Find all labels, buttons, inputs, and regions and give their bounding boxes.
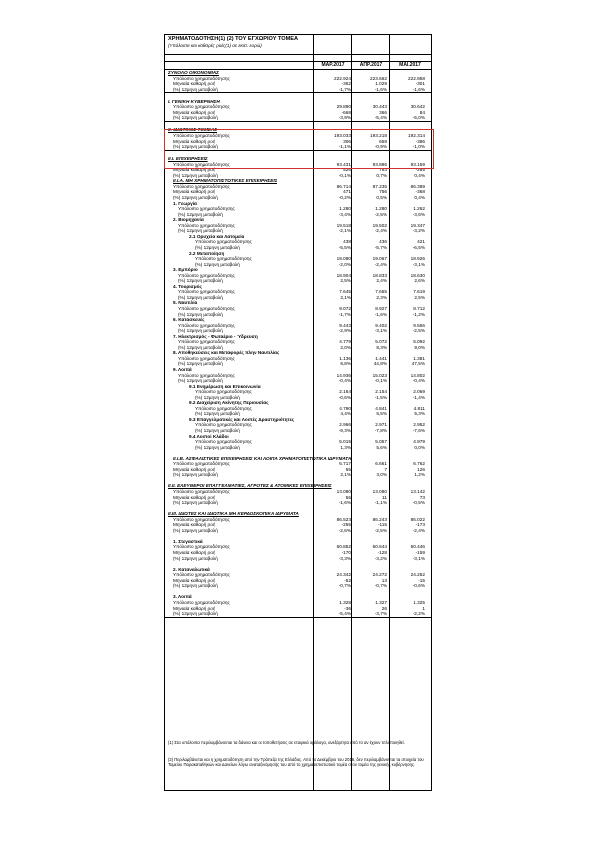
footnote-1: (1) Στα υπόλοιπα περιλαμβάνονται τα δάνεια και οι τοποθετήσεις σε εταιρικά ομόλογα, ανεξάρτητα από το αν έχουν τιτλοποιηθεί. (168, 740, 405, 745)
row-label: II.III. ΙΔΙΩΤΕΣ ΚΑΙ ΙΔΙΩΤΙΚΑ ΜΗ ΚΕΡΔΟΣΚΟΠΙΚΑ ΙΔΡΥΜΑΤΑ (168, 511, 299, 517)
row-label: Υπόλοιπο χρηματοδότησης (178, 355, 235, 361)
cell-value: 5.057 (375, 439, 387, 445)
table-row (165, 611, 431, 618)
cell-value: -5,4% (338, 611, 351, 617)
cell-value: 4.811 (413, 405, 425, 411)
cell-value: -3,7% (374, 611, 387, 617)
cell-value: 223.662 (370, 75, 387, 81)
cell-value: -0,7% (374, 583, 387, 589)
cell-value: -2,4% (374, 228, 387, 234)
cell-value: 13.080 (372, 489, 387, 495)
cell-value: 13.080 (336, 489, 351, 495)
row-label: Υπόλοιπο χρηματοδότησης (195, 256, 252, 262)
cell-value: 93.431 (336, 161, 351, 167)
row-label: I. ΓΕΝΙΚΗ ΚΥΒΕΡΝΗΣΗ (168, 98, 220, 104)
cell-value: 4.979 (413, 439, 425, 445)
cell-value: 2,5% (340, 278, 351, 284)
cell-value: 86.523 (336, 516, 351, 522)
row-label: Υπόλοιπο χρηματοδότησης (173, 133, 230, 139)
cell-value: -52 (344, 577, 351, 583)
cell-value: -2,4% (412, 527, 425, 533)
row-label: Υπόλοιπο χρηματοδότησης (173, 516, 230, 522)
cell-value: -1,5% (374, 394, 387, 400)
cell-value: 86.714 (336, 183, 351, 189)
cell-value: 306 (343, 138, 351, 144)
cell-value: 4.790 (339, 405, 351, 411)
cell-value: -301 (415, 81, 425, 87)
row-label: (%) 12μηνη μεταβολή (195, 411, 240, 417)
cell-value: 438 (343, 239, 351, 245)
cell-value: -9,3% (338, 428, 351, 433)
cell-value: 1.381 (413, 355, 425, 361)
row-label: Υπόλοιπο χρηματοδότησης (173, 104, 230, 110)
cell-value: 5.015 (339, 439, 351, 445)
cell-value: -3,9% (338, 115, 351, 121)
cell-value: 9.556 (413, 322, 425, 328)
cell-value: -1,4% (412, 394, 425, 400)
cell-value: 19.347 (410, 222, 425, 228)
cell-value: -1,2% (412, 311, 425, 317)
cell-value: -0,7% (338, 583, 351, 589)
cell-value: 24.272 (372, 572, 387, 578)
cell-value: -2,1% (338, 228, 351, 234)
row-label: Υπόλοιπο χρηματοδότησης (195, 239, 252, 245)
cell-value: 5,3% (414, 411, 425, 417)
row-label: (%) 12μηνη μεταβολή (173, 583, 218, 589)
row-label: 4. Τουρισμός (173, 283, 202, 289)
cell-value: 2,4% (376, 278, 387, 284)
row-label: Μηνιαία καθαρή ροή (173, 189, 216, 195)
row-label: Υπόλοιπο χρηματοδότησης (178, 339, 235, 345)
cell-value: 6.762 (413, 461, 425, 467)
cell-value: 55 (345, 466, 351, 472)
cell-value: 2,6% (414, 278, 425, 284)
table-body (165, 70, 431, 618)
row-label: (%) 12μηνη μεταβολή (173, 611, 218, 617)
row-label: ΣΥΝΟΛΟ ΟΙΚΟΝΟΜΙΑΣ (168, 70, 219, 75)
row-label: (%) 12μηνη μεταβολή (173, 527, 218, 533)
cell-value: 1.029 (375, 81, 387, 87)
row-label: (%) 12μηνη μεταβολή (178, 211, 223, 217)
row-label: 1. Γεωργία (173, 200, 197, 206)
cell-value: -2,4% (374, 261, 387, 267)
cell-value: 0,0% (414, 444, 425, 450)
cell-value: -3,2% (412, 228, 425, 234)
cell-value: -2,5% (412, 328, 425, 334)
cell-value: -0,1% (338, 172, 351, 178)
row-label: 9.3 Επαγγελματικές και Λοιπές Δραστηριότητες (189, 416, 295, 422)
cell-value: -3,2% (374, 555, 387, 561)
cell-value: -285 (415, 167, 425, 173)
cell-value: -1,6% (338, 500, 351, 506)
cell-value: 24.342 (336, 572, 351, 578)
row-label: (%) 12μηνη μεταβολή (173, 115, 218, 121)
cell-value: 30.443 (372, 104, 387, 110)
table-title: ΧΡΗΜΑΤΟΔΟΤΗΣΗ(1) (2) ΤΟΥ ΕΓΧΩΡΙΟΥ ΤΟΜΕΑ (168, 36, 299, 42)
cell-value: 19.518 (336, 222, 351, 228)
row-label: (%) 12μηνη μεταβολή (173, 195, 218, 201)
row-label: 1. Στεγαστικά (173, 538, 203, 544)
row-label: 2. Καταναλωτικά (173, 566, 210, 572)
cell-value: -3,6% (412, 211, 425, 217)
cell-value: 60.852 (336, 544, 351, 550)
cell-value: -0,5% (412, 500, 425, 506)
row-label: Υπόλοιπο χρηματοδότησης (173, 161, 230, 167)
cell-value: 2.164 (339, 389, 351, 395)
cell-value: -6,5% (412, 244, 425, 250)
row-label: (%) 12μηνη μεταβολή (178, 344, 223, 350)
row-label: Υπόλοιπο χρηματοδότησης (178, 222, 235, 228)
cell-value: 2,0% (340, 344, 351, 350)
cell-value: 18.904 (336, 272, 351, 278)
financing-table-document (164, 34, 432, 791)
row-label: 8. Αποθηκεύσεις και Μεταφορές πλην Ναυτιλίας (173, 350, 280, 356)
cell-value: 73 (419, 494, 425, 500)
row-label: 9.2 Διαχείριση Ακίνητης Περιουσίας (189, 400, 269, 406)
row-label: Υπόλοιπο χρηματοδότησης (178, 372, 235, 378)
cell-value: -0,2% (338, 195, 351, 201)
cell-value: 8,8% (340, 361, 351, 367)
row-label: Μηνιαία καθαρή ροή (173, 466, 216, 472)
row-label: Υπόλοιπο χρηματοδότησης (173, 183, 230, 189)
row-label: 6. Κατασκευές (173, 317, 205, 323)
row-label: (%) 12μηνη μεταβολή (178, 294, 223, 300)
row-label: II.I.A. ΜΗ ΧΡΗΜΑΤΟΠΙΣΤΩΤΙΚΕΣ ΕΠΙΧΕΙΡΗΣΕΙΣ (173, 178, 278, 184)
cell-value: 26 (381, 605, 387, 611)
row-label: Υπόλοιπο χρηματοδότησης (173, 572, 230, 578)
cell-value: -5,7% (374, 244, 387, 250)
row-label: (%) 12μηνη μεταβολή (178, 278, 223, 284)
row-label: Υπόλοιπο χρηματοδότησης (178, 272, 235, 278)
cell-value: 4.841 (375, 405, 387, 411)
row-label: Μηνιαία καθαρή ροή (173, 605, 216, 611)
cell-value: -3,1% (412, 555, 425, 561)
cell-value: 14.936 (336, 372, 351, 378)
cell-value: 5.092 (413, 339, 425, 345)
cell-value: -0,9% (374, 144, 387, 150)
cell-value: 1.441 (375, 355, 387, 361)
cell-value: 7.655 (375, 289, 387, 295)
cell-value: 9.443 (339, 322, 351, 328)
cell-value: 1.280 (339, 206, 351, 212)
cell-value: -7,8% (374, 428, 387, 433)
row-label: (%) 12μηνη μεταβολή (178, 361, 223, 367)
cell-value: 86.022 (410, 516, 425, 522)
table-subtitle: (Υπόλοιπα και καθαρές ροές(1) σε εκατ. ευρώ) (168, 43, 262, 48)
row-label: II.I.B. ΑΣΦΑΛΙΣΤΙΚΕΣ ΕΠΙΧΕΙΡΗΣΕΙΣ ΚΑΙ ΛΟΙΠΑ ΧΡΗΜΑΤΟΠΙΣΤΩΤΙΚΑ ΙΔΡΥΜΑΤΑ (173, 455, 352, 461)
cell-value: 2.966 (339, 422, 351, 428)
cell-value: 30.642 (410, 104, 425, 110)
cell-value: 763 (379, 167, 387, 173)
cell-value: 4,4% (340, 411, 351, 417)
cell-value: 2,1% (340, 472, 351, 478)
cell-value: 7.619 (413, 289, 425, 295)
cell-value: 93.896 (372, 161, 387, 167)
cell-value: 526 (343, 167, 351, 173)
cell-value: -1,6% (374, 311, 387, 317)
cell-value: 0,4% (414, 195, 425, 201)
row-label: 9.4 Λοιποί Κλάδοι (189, 433, 229, 439)
cell-value: 0,5% (376, 195, 387, 201)
row-label: (%) 12μηνη μεταβολή (195, 428, 240, 433)
cell-value: 222.958 (408, 75, 425, 81)
row-label: II.II. ΕΛΕΥΘΕΡΟΙ ΕΠΑΓΓΕΛΜΑΤΙΕΣ, ΑΓΡΟΤΕΣ & ΑΤΟΜΙΚΕΣ ΕΠΙΧΕΙΡΗΣΕΙΣ (168, 483, 332, 489)
row-label: 7. Ηλεκτρισμός - Φωταέριο - Ύδρευση (173, 333, 258, 339)
cell-value: 1.325 (413, 599, 425, 605)
cell-value: 1,2% (414, 472, 425, 478)
cell-value: 193.218 (370, 133, 387, 139)
row-label: Μηνιαία καθαρή ροή (173, 577, 216, 583)
cell-value: 47,5% (411, 361, 425, 367)
row-label: Υπόλοιπο χρηματοδότησης (195, 439, 252, 445)
cell-value: -3,3% (338, 555, 351, 561)
row-label: Υπόλοιπο χρηματοδότησης (173, 75, 230, 81)
cell-value: -255 (341, 522, 351, 528)
cell-value: -3,1% (374, 328, 387, 334)
cell-value: 421 (417, 239, 425, 245)
row-label: Υπόλοιπο χρηματοδότησης (178, 305, 235, 311)
cell-value: -362 (341, 81, 351, 87)
cell-value: -2,6% (338, 527, 351, 533)
cell-value: 9.072 (339, 305, 351, 311)
cell-value: 1.327 (375, 599, 387, 605)
cell-value: 1.262 (413, 206, 425, 212)
footnote-2: (2) Περιλαμβάνεται και η χρηματοδότηση από την Τράπεζα της Ελλάδος. Από το Δεκέμβριο του 2016, δεν περιλαμβάνονται τα στοιχεία του Ταμείου Παρακαταθηκών και Δανείων λόγω αναταξινόμησής του από το χρηματοπιστωτικό τομέα στον τομέα της γενικής κυβέρνησης. (168, 757, 424, 768)
cell-value: 2,3% (376, 294, 387, 300)
cell-value: -1,0% (412, 144, 425, 150)
cell-value: 7.645 (339, 289, 351, 295)
cell-value: -0,4% (412, 378, 425, 384)
cell-value: 93.159 (410, 161, 425, 167)
cell-value: -2,9% (338, 328, 351, 334)
cell-value: 11 (382, 494, 387, 500)
row-label: (%) 12μηνη μεταβολή (173, 172, 218, 178)
cell-value: 19.067 (372, 256, 387, 262)
cell-value: 13.142 (410, 489, 425, 495)
cell-value: -5,4% (374, 115, 387, 121)
cell-value: 86.389 (410, 183, 425, 189)
cell-value: -5,0% (412, 115, 425, 121)
row-label: 2.1 Ορυχεία και Λατομεία (189, 233, 245, 239)
row-label: Μηνιαία καθαρή ροή (173, 109, 216, 115)
cell-value: 5,5% (376, 411, 387, 417)
row-label: Υπόλοιπο χρηματοδότησης (178, 206, 235, 212)
cell-value: 2,5% (414, 294, 425, 300)
cell-value: 18.833 (372, 272, 387, 278)
cell-value: 2.952 (413, 422, 425, 428)
row-label: Υπόλοιπο χρηματοδότησης (178, 322, 235, 328)
cell-value: 659 (379, 138, 387, 144)
row-label: (%) 12μηνη μεταβολή (173, 500, 218, 506)
cell-value: 8,3% (376, 344, 387, 350)
cell-value: 5,6% (376, 444, 387, 450)
cell-value: -1,6% (374, 86, 387, 92)
row-label: (%) 12μηνη μεταβολή (178, 311, 223, 317)
cell-value: 2.069 (413, 389, 425, 395)
cell-value: 18.630 (410, 272, 425, 278)
cell-value: 756 (379, 189, 387, 195)
cell-value: -1,1% (374, 500, 387, 506)
cell-value: 126 (417, 466, 425, 472)
row-label: Μηνιαία καθαρή ροή (173, 167, 216, 173)
cell-value: -386 (415, 138, 425, 144)
cell-value: -0,6% (338, 394, 351, 400)
cell-value: 6.661 (375, 461, 387, 467)
cell-value: 87.235 (372, 183, 387, 189)
column-header-mar: ΜΑΡ.2017 (321, 62, 345, 68)
cell-value: -1,1% (338, 144, 351, 150)
cell-value: 0,7% (376, 172, 387, 178)
cell-value: -0,4% (338, 378, 351, 384)
cell-value: 19.080 (336, 256, 351, 262)
cell-value: 1 (422, 605, 425, 611)
row-label: (%) 12μηνη μεταβολή (178, 378, 223, 384)
row-label: (%) 12μηνη μεταβολή (178, 228, 223, 234)
row-label: Υπόλοιπο χρηματοδότησης (173, 544, 230, 550)
cell-value: 56 (345, 494, 351, 500)
cell-value: -3,4% (338, 211, 351, 217)
cell-value: 19.502 (372, 222, 387, 228)
row-label: Μηνιαία καθαρή ροή (173, 522, 216, 528)
cell-value: 29.890 (336, 104, 351, 110)
cell-value: 13 (381, 577, 387, 583)
cell-value: 8.927 (375, 305, 387, 311)
row-label: II. ΙΔΙΩΤΙΚΟΣ ΤΟΜΕΑΣ (168, 127, 218, 133)
cell-value: 60.446 (410, 544, 425, 550)
cell-value: -1,7% (338, 311, 351, 317)
cell-value: 18.926 (410, 256, 425, 262)
cell-value: -2,5% (374, 527, 387, 533)
cell-value: -2,5% (374, 211, 387, 217)
row-label: 9. Λοιπά (173, 366, 192, 372)
cell-value: -0,1% (374, 378, 387, 384)
row-label: Μηνιαία καθαρή ροή (173, 138, 216, 144)
row-label: 9.1 Ενημέρωση και Επικοινωνία (189, 383, 261, 389)
row-label: (%) 12μηνη μεταβολή (178, 328, 223, 334)
row-label: 2.2 Μεταποίηση (189, 250, 225, 256)
row-label: Υπόλοιπο χρηματοδότησης (195, 422, 252, 428)
cell-value: -15 (418, 577, 425, 583)
row-label: 3. Εμπόριο (173, 267, 198, 273)
cell-value: 86.243 (372, 516, 387, 522)
row-label: (%) 12μηνη μεταβολή (173, 472, 218, 478)
cell-value: 9.402 (375, 322, 387, 328)
cell-value: -668 (341, 109, 351, 115)
cell-value: 1.328 (339, 599, 351, 605)
header-rule (165, 54, 431, 55)
row-label: Υπόλοιπο χρηματοδότησης (178, 289, 235, 295)
cell-value: -3,1% (412, 261, 425, 267)
cell-value: 436 (379, 239, 387, 245)
row-label: (%) 12μηνη μεταβολή (173, 555, 218, 561)
row-label: 3. Λοιπά (173, 594, 192, 600)
row-label: Υπόλοιπο χρηματοδότησης (195, 389, 252, 395)
row-label: (%) 12μηνη μεταβολή (173, 144, 218, 150)
row-label: 5. Ναυτιλία (173, 300, 198, 306)
cell-value: -5,5% (338, 244, 351, 250)
cell-value: 193.033 (334, 133, 351, 139)
cell-value: 2,1% (340, 294, 351, 300)
row-label: (%) 12μηνη μεταβολή (195, 244, 240, 250)
row-label: (%) 12μηνη μεταβολή (195, 394, 240, 400)
cell-value: 7 (384, 466, 387, 472)
cell-value: 3,0% (376, 472, 387, 478)
column-header-may: ΜΑΙ.2017 (399, 62, 421, 68)
cell-value: 192.314 (408, 133, 425, 139)
row-label: Μηνιαία καθαρή ροή (173, 81, 216, 87)
row-label: (%) 12μηνη μεταβολή (195, 261, 240, 267)
row-label: (%) 12μηνη μεταβολή (195, 444, 240, 450)
cell-value: 4.779 (339, 339, 351, 345)
cell-value: 2.154 (375, 389, 387, 395)
cell-value: 44,8% (373, 361, 387, 367)
cell-value: -36 (344, 605, 351, 611)
cell-value: 366 (379, 109, 387, 115)
cell-value: 5.072 (375, 339, 387, 345)
row-label: 2. Βιομηχανία (173, 217, 204, 223)
cell-value: -170 (341, 550, 351, 556)
cell-value: -115 (377, 522, 387, 528)
row-label: Υπόλοιπο χρηματοδότησης (173, 461, 230, 467)
cell-value: -0,6% (412, 583, 425, 589)
cell-value: 6.717 (339, 461, 351, 467)
cell-value: 14.802 (410, 372, 425, 378)
cell-value: 84 (419, 109, 425, 115)
cell-value: 8.712 (413, 305, 425, 311)
row-label: Μηνιαία καθαρή ροή (173, 550, 216, 556)
cell-value: 0,4% (414, 172, 425, 178)
row-label: Υπόλοιπο χρηματοδότησης (195, 405, 252, 411)
cell-value: 2.971 (375, 422, 387, 428)
cell-value: 1.136 (339, 355, 351, 361)
cell-value: 24.252 (410, 572, 425, 578)
row-label: Υπόλοιπο χρηματοδότησης (173, 489, 230, 495)
cell-value: 222.924 (334, 75, 351, 81)
cell-value: 60.644 (372, 544, 387, 550)
cell-value: -1,6% (412, 86, 425, 92)
cell-value: 1.280 (375, 206, 387, 212)
cell-value: -173 (415, 522, 425, 528)
cell-value: -368 (415, 189, 425, 195)
row-label: Μηνιαία καθαρή ροή (173, 494, 216, 500)
cell-value: -128 (377, 550, 387, 556)
cell-value: -2,0% (338, 261, 351, 267)
cell-value: 1,3% (340, 444, 351, 450)
row-label: (%) 12μηνη μεταβολή (173, 86, 218, 92)
cell-value: 471 (343, 189, 351, 195)
cell-value: 15.023 (372, 372, 387, 378)
row-label: II.I. ΕΠΙΧΕΙΡΗΣΕΙΣ (168, 156, 208, 162)
cell-value: 9,0% (414, 344, 425, 350)
cell-value: -159 (415, 550, 425, 556)
cell-value: -7,6% (412, 428, 425, 433)
row-label: Υπόλοιπο χρηματοδότησης (173, 599, 230, 605)
column-header-apr: ΑΠΡ.2017 (359, 62, 383, 68)
cell-value: -2,2% (412, 611, 425, 617)
cell-value: -1,7% (338, 86, 351, 92)
